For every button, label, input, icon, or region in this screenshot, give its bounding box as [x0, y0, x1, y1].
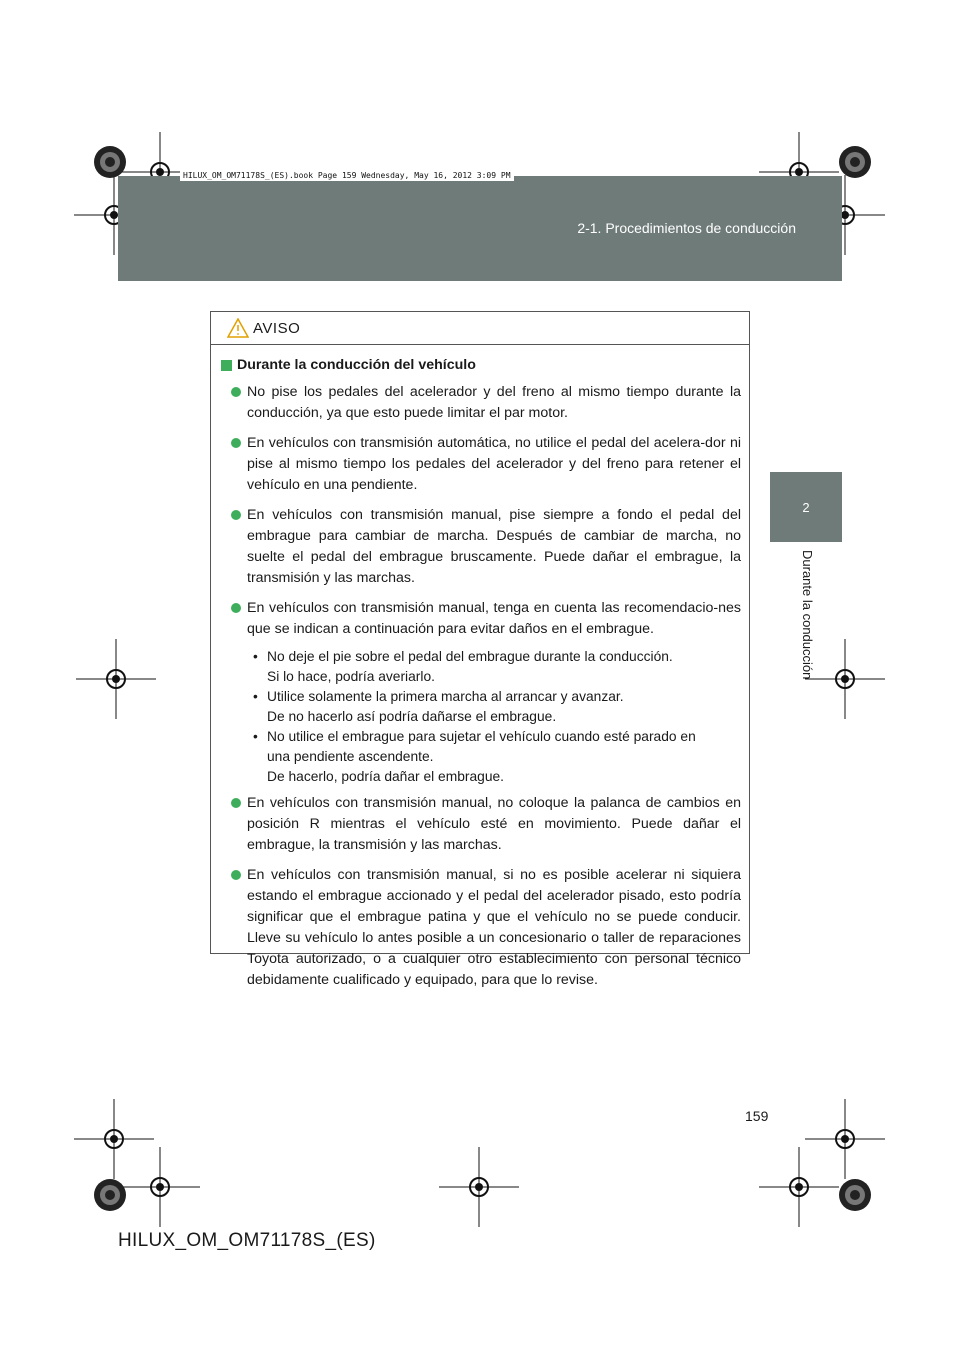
sub-list-item: • No utilice el embrague para sujetar el vehículo cuando esté parado en una pendiente ascendente. De hacerlo, podría dañar el embrague.	[253, 729, 696, 784]
bullet-dot-icon	[231, 387, 241, 397]
bullet-dot-icon	[231, 438, 241, 448]
crosshair-mark-icon	[439, 1147, 519, 1227]
warning-box	[210, 311, 750, 988]
warning-title: AVISO	[253, 319, 301, 337]
crosshair-mark-icon	[805, 1099, 885, 1179]
chapter-label: Durante la conducción	[800, 550, 815, 680]
bullet-dot-icon	[231, 870, 241, 880]
list-item: En vehículos con transmisión manual, pise siempre a fondo el pedal del embrague para cambiar de marcha. Después de cambiar de marcha, no suelte el pedal del embrague bruscamente. Puede dañar el embrague, la transmisión y las marchas.	[221, 505, 741, 589]
crosshair-mark-icon	[120, 1147, 200, 1227]
sub-list-item: • No deje el pie sobre el pedal del embrague durante la conducción. Si lo hace, podría averiarlo.	[253, 649, 673, 684]
warning-body	[211, 345, 749, 991]
crosshair-mark-icon	[805, 639, 885, 719]
document-code: HILUX_OM_OM71178S_(ES)	[118, 1230, 376, 1251]
bullet-dot-icon	[231, 603, 241, 613]
sub-list	[253, 647, 741, 787]
list-item: En vehículos con transmisión manual, si no es posible acelerar ni siquiera estando el embrague accionado y el pedal del acelerador pisado, esto podría significar que el embrague patina y que el vehículo no se puede conducir. Lleve su vehículo lo antes posible a un concesionario o taller de reparaciones Toyota autorizado, o a cualquier otro establecimiento con personal técnico debidamente cualificado y equipado, para que lo revise.	[221, 865, 741, 991]
radial-target-icon	[94, 1179, 126, 1211]
crosshair-mark-icon	[76, 639, 156, 719]
square-bullet-icon	[221, 360, 232, 371]
radial-target-icon	[839, 146, 871, 178]
warning-triangle-icon	[227, 318, 249, 338]
crosshair-mark-icon	[74, 1099, 154, 1179]
sub-list-item: • Utilice solamente la primera marcha al arrancar y avanzar. De no hacerlo así podría dañarse el embrague.	[253, 689, 624, 724]
list-item: En vehículos con transmisión automática, no utilice el pedal del acelera-dor ni pise al mismo tiempo los pedales del acelerador y del freno para retener el vehículo en una pendiente.	[221, 433, 741, 496]
radial-target-icon	[839, 1179, 871, 1211]
page-number: 159	[745, 1108, 769, 1124]
warning-subheading: Durante la conducción del vehículo	[221, 355, 741, 376]
list-item: En vehículos con transmisión manual, tenga en cuenta las recomendacio-nes que se indican a continuación para evitar daños en el embrague.	[221, 598, 741, 640]
list-item: No pise los pedales del acelerador y del freno al mismo tiempo durante la conducción, ya que esto puede limitar el par motor.	[221, 382, 741, 424]
radial-target-icon	[94, 146, 126, 178]
bullet-dot-icon	[231, 510, 241, 520]
chapter-number: 2	[802, 500, 810, 515]
section-title: 2-1. Procedimientos de conducción	[577, 220, 796, 236]
crosshair-mark-icon	[759, 1147, 839, 1227]
file-stamp: HILUX_OM_OM71178S_(ES).book Page 159 Wednesday, May 16, 2012 3:09 PM	[180, 170, 514, 181]
bullet-dot-icon	[231, 798, 241, 808]
list-item: En vehículos con transmisión manual, no coloque la palanca de cambios en posición R mientras el vehículo esté en movimiento. Puede dañar el embrague, la transmisión y las marchas.	[221, 793, 741, 856]
warning-header	[211, 312, 749, 345]
